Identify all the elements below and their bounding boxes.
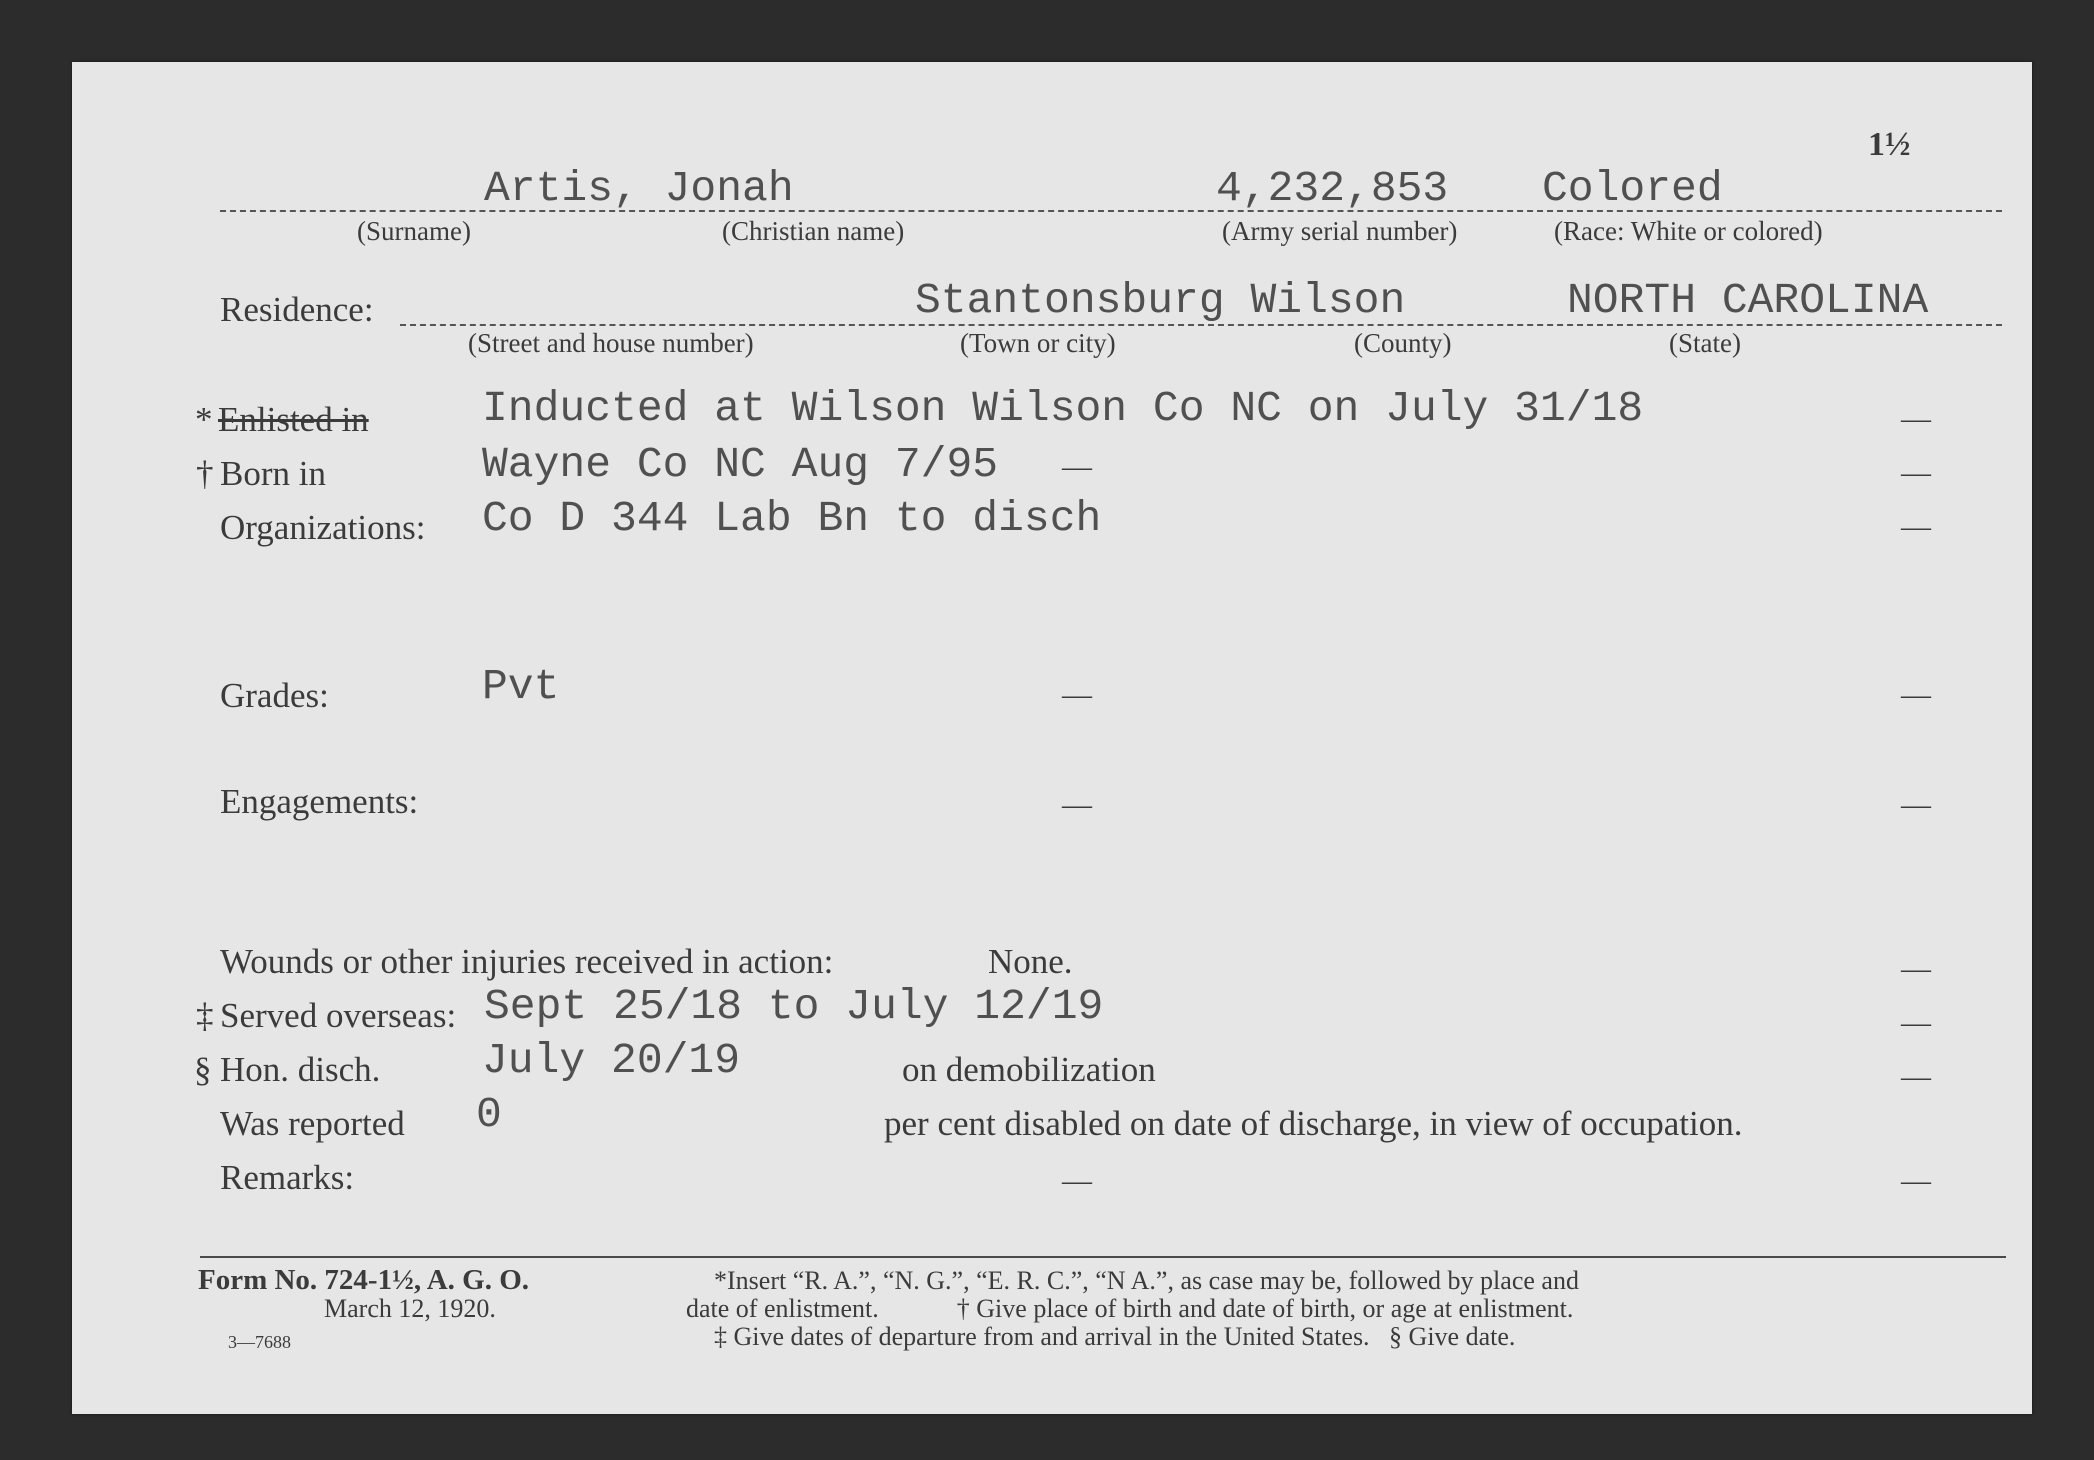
overseas-mark: ‡ bbox=[196, 996, 214, 1035]
remarks-dash: — bbox=[1901, 1164, 1931, 1197]
overseas-label: Served overseas: bbox=[220, 996, 457, 1035]
remarks-label: Remarks: bbox=[220, 1158, 355, 1197]
surname-christian-name: Artis, Jonah bbox=[484, 164, 794, 213]
form-date: March 12, 1920. bbox=[324, 1294, 496, 1323]
organizations-dash: — bbox=[1901, 510, 1931, 543]
organizations-label: Organizations: bbox=[220, 508, 426, 547]
born-dash: — bbox=[1901, 456, 1931, 489]
grades-value: Pvt bbox=[482, 662, 560, 711]
form-number: Form No. 724-1½, A. G. O. bbox=[198, 1264, 530, 1296]
remarks-dash-mid: — bbox=[1062, 1164, 1092, 1197]
race: Colored bbox=[1542, 164, 1723, 213]
residence-label: Residence: bbox=[220, 290, 374, 329]
born-mark: † bbox=[196, 454, 214, 493]
born-label: Born in bbox=[220, 454, 326, 493]
caption-state: (State) bbox=[1669, 328, 1741, 358]
engagements-dash-mid: — bbox=[1062, 788, 1092, 821]
engagements-label: Engagements: bbox=[220, 782, 419, 821]
print-code: 3—7688 bbox=[228, 1332, 291, 1352]
wounds-value: None. bbox=[988, 942, 1073, 981]
enlisted-dash: — bbox=[1901, 402, 1931, 435]
overseas-dash: — bbox=[1901, 1006, 1931, 1039]
engagements-dash: — bbox=[1901, 788, 1931, 821]
born-value: Wayne Co NC Aug 7/95 bbox=[482, 440, 999, 489]
disch-dash: — bbox=[1901, 1060, 1931, 1093]
army-serial-number: 4,232,853 bbox=[1216, 164, 1449, 213]
born-dash-mid: — bbox=[1062, 450, 1092, 483]
reported-value: 0 bbox=[476, 1090, 502, 1139]
footnote-line-2: date of enlistment. † Give place of birth and date of birth, or age at enlistment. bbox=[686, 1294, 1574, 1323]
caption-christian-name: (Christian name) bbox=[722, 216, 905, 246]
enlisted-mark: * bbox=[195, 400, 213, 439]
grades-dash: — bbox=[1901, 678, 1931, 711]
caption-town: (Town or city) bbox=[960, 328, 1116, 358]
organizations-value: Co D 344 Lab Bn to disch bbox=[482, 494, 1102, 543]
caption-serial-number: (Army serial number) bbox=[1222, 216, 1458, 246]
residence-town-county: Stantonsburg Wilson bbox=[915, 276, 1406, 325]
service-record-card bbox=[72, 62, 2032, 1414]
disch-label: Hon. disch. bbox=[220, 1050, 381, 1089]
disch-value: July 20/19 bbox=[482, 1036, 741, 1085]
caption-surname: (Surname) bbox=[357, 216, 471, 246]
enlisted-value: Inducted at Wilson Wilson Co NC on July 31/18 bbox=[482, 384, 1644, 433]
caption-race: (Race: White or colored) bbox=[1554, 216, 1823, 246]
residence-state: NORTH CAROLINA bbox=[1567, 276, 1929, 325]
disch-mark: § bbox=[194, 1050, 212, 1089]
caption-street: (Street and house number) bbox=[468, 328, 754, 358]
footnote-line-3: ‡ Give dates of departure from and arrival in the United States. § Give date. bbox=[714, 1322, 1516, 1351]
reported-label: Was reported bbox=[220, 1104, 405, 1143]
caption-county: (County) bbox=[1354, 328, 1452, 358]
wounds-dash: — bbox=[1901, 952, 1931, 985]
grades-dash-mid: — bbox=[1062, 678, 1092, 711]
enlisted-label: Enlisted in bbox=[218, 400, 369, 439]
reported-suffix: per cent disabled on date of discharge, in view of occupation. bbox=[884, 1104, 1743, 1143]
disch-suffix: on demobilization bbox=[902, 1050, 1156, 1089]
footnote-line-1: *Insert “R. A.”, “N. G.”, “E. R. C.”, “N A.”, as case may be, followed by place and bbox=[714, 1266, 1579, 1295]
wounds-label: Wounds or other injuries received in action: bbox=[220, 942, 834, 981]
corner-mark: 1½ bbox=[1868, 126, 1911, 163]
footer-rule bbox=[200, 1256, 2006, 1258]
overseas-value: Sept 25/18 to July 12/19 bbox=[484, 982, 1104, 1031]
grades-label: Grades: bbox=[220, 676, 329, 715]
